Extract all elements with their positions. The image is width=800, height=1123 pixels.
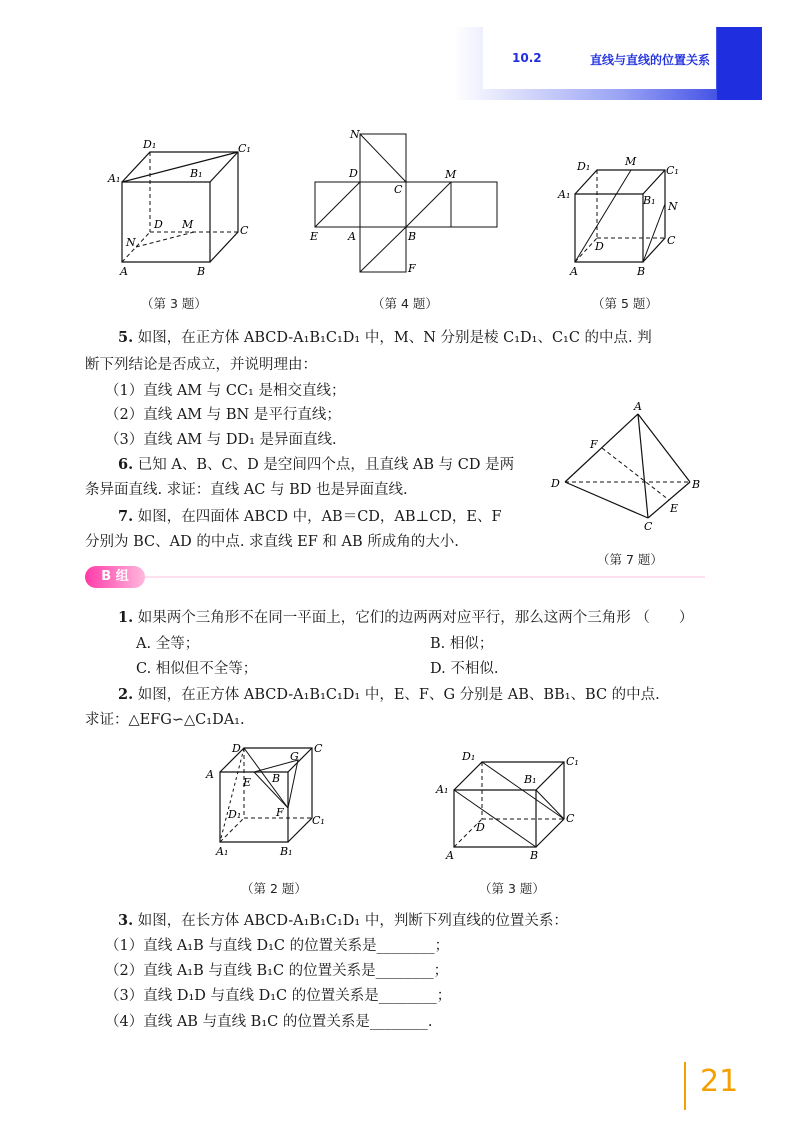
figure-b3-box [432,745,592,863]
label-a1: A₁ [216,845,229,858]
label-a: A [570,265,578,278]
problem-7-number: 7. [118,508,134,525]
figure-problem-4-net [305,126,505,278]
label-b: B [637,265,646,278]
figure-b2-cube [200,738,340,866]
b-question-1-text: 如果两个三角形不在同一平面上，它们的边两两对应平行，那么这两个三角形 （ ） [133,610,694,626]
label-b: B [530,849,539,862]
label-n: N [668,200,678,213]
label-d1: D₁ [462,750,476,763]
b-question-2-text-1: 如图，在正方体 ABCD-A₁B₁C₁D₁ 中，E、F、G 分别是 AB、BB₁、BC 的中点. [133,687,660,703]
label-b1: B₁ [190,167,203,180]
label-a: A [634,400,642,413]
label-m: M [182,218,194,231]
label-a: A [206,768,214,781]
label-a1: A₁ [558,188,571,201]
group-b-label: B 组 [85,566,145,588]
figure-problem-5-cube [555,152,685,282]
label-d: D [551,477,560,490]
problem-6-line-2: 条异面直线. 求证：直线 AC 与 BD 也是异面直线. [85,482,408,498]
figure-problem-3-cube [100,130,260,280]
b-question-3-text-1: 如图，在长方体 ABCD-A₁B₁C₁D₁ 中，判断下列直线的位置关系： [133,913,568,929]
label-a: A [348,230,356,243]
problem-7-text-1: 如图，在四面体 ABCD 中，AB＝CD，AB⊥CD，E、F [133,509,502,525]
problem-5-sub-1: （1）直线 AM 与 CC₁ 是相交直线； [105,383,346,399]
label-d: D [476,821,485,834]
label-c1: C₁ [238,142,251,155]
label-c: C [394,183,403,196]
label-f: F [276,806,284,819]
problem-5-line-1 [118,326,652,350]
label-e: E [243,776,252,789]
problem-5-text-1: 如图，在正方体 ABCD-A₁B₁C₁D₁ 中，M、N 分别是棱 C₁D₁、C₁C 的中点. 判 [133,330,652,346]
b-question-2-number: 2. [118,686,134,703]
label-a1: A₁ [436,783,449,796]
label-d: D [595,240,604,253]
label-d: D [349,167,358,180]
label-b1: B₁ [643,194,656,207]
problem-5-line-2: 断下列结论是否成立，并说明理由： [85,357,317,373]
b-question-1-number: 1. [118,609,134,626]
b1-option-c: C. 相似但不全等； [136,661,258,677]
problem-5-sub-3: （3）直线 AM 与 DD₁ 是异面直线. [105,432,337,448]
problem-6-line-1 [118,453,514,477]
label-c1: C₁ [566,755,579,768]
caption-b-fig2: （第 2 题） [241,881,307,896]
label-b: B [692,478,701,491]
label-d1: D₁ [143,138,157,151]
b3-sub-4: （4）直线 AB 与直线 B₁C 的位置关系是________. [105,1014,433,1030]
figure-problem-7-tetrahedron [545,400,720,535]
label-d: D [154,218,163,231]
page-number: 21 [700,1064,739,1099]
b1-option-d: D. 不相似. [430,661,499,677]
b-question-2-line-1 [118,683,660,707]
label-a: A [120,265,128,278]
label-b: B [197,265,206,278]
label-b1: B₁ [280,845,293,858]
label-e: E [310,230,319,243]
label-n: N [126,236,136,249]
label-c: C [566,812,575,825]
label-e: E [670,502,679,515]
label-m: M [625,155,637,168]
label-n: N [350,128,360,141]
label-c1: C₁ [312,814,325,827]
b-question-3-line-1 [118,909,568,933]
label-d1: D₁ [228,808,242,821]
problem-5-sub-2: （2）直线 AM 与 BN 是平行直线； [105,407,341,423]
problem-7-line-1 [118,505,502,529]
caption-b-fig3: （第 3 题） [479,881,545,896]
label-f: F [590,438,598,451]
label-c: C [644,520,653,533]
b3-sub-3: （3）直线 D₁D 与直线 D₁C 的位置关系是________； [105,988,452,1004]
label-d1: D₁ [577,160,591,173]
caption-fig7: （第 7 题） [597,552,663,567]
header-accent-block [717,27,762,100]
label-c: C [314,742,323,755]
label-c: C [667,234,676,247]
b-question-1 [118,606,693,630]
section-title: 直线与直线的位置关系 [590,53,711,67]
b3-sub-1: （1）直线 A₁B 与直线 D₁C 的位置关系是________； [105,938,450,954]
page-number-rule [684,1062,686,1110]
label-m: M [445,168,457,181]
b1-option-b: B. 相似； [430,636,494,652]
page-header [0,27,800,100]
caption-fig3: （第 3 题） [141,296,207,311]
b-question-3-number: 3. [118,912,134,929]
problem-7-line-2: 分别为 BC、AD 的中点. 求直线 EF 和 AB 所成角的大小. [85,534,459,550]
problem-5-number: 5. [118,329,134,346]
label-b1: B₁ [524,773,537,786]
label-f: F [408,262,416,275]
section-number: 10.2 [512,51,542,65]
b3-sub-2: （2）直线 A₁B 与直线 B₁C 的位置关系是________； [105,963,449,979]
label-a1: A₁ [108,172,121,185]
b1-option-a: A. 全等； [136,636,200,652]
caption-fig4: （第 4 题） [372,296,438,311]
label-b: B [408,230,417,243]
problem-6-number: 6. [118,456,134,473]
group-b-rule [85,576,705,578]
label-b: B [272,772,281,785]
label-a: A [446,849,454,862]
label-c: C [240,224,249,237]
label-d: D [232,742,241,755]
label-g: G [290,750,299,763]
b-question-2-line-2: 求证：△EFG∽△C₁DA₁. [85,712,245,728]
caption-fig5: （第 5 题） [592,296,658,311]
label-c1: C₁ [666,164,679,177]
problem-6-text-1: 已知 A、B、C、D 是空间四个点，且直线 AB 与 CD 是两 [133,457,515,473]
